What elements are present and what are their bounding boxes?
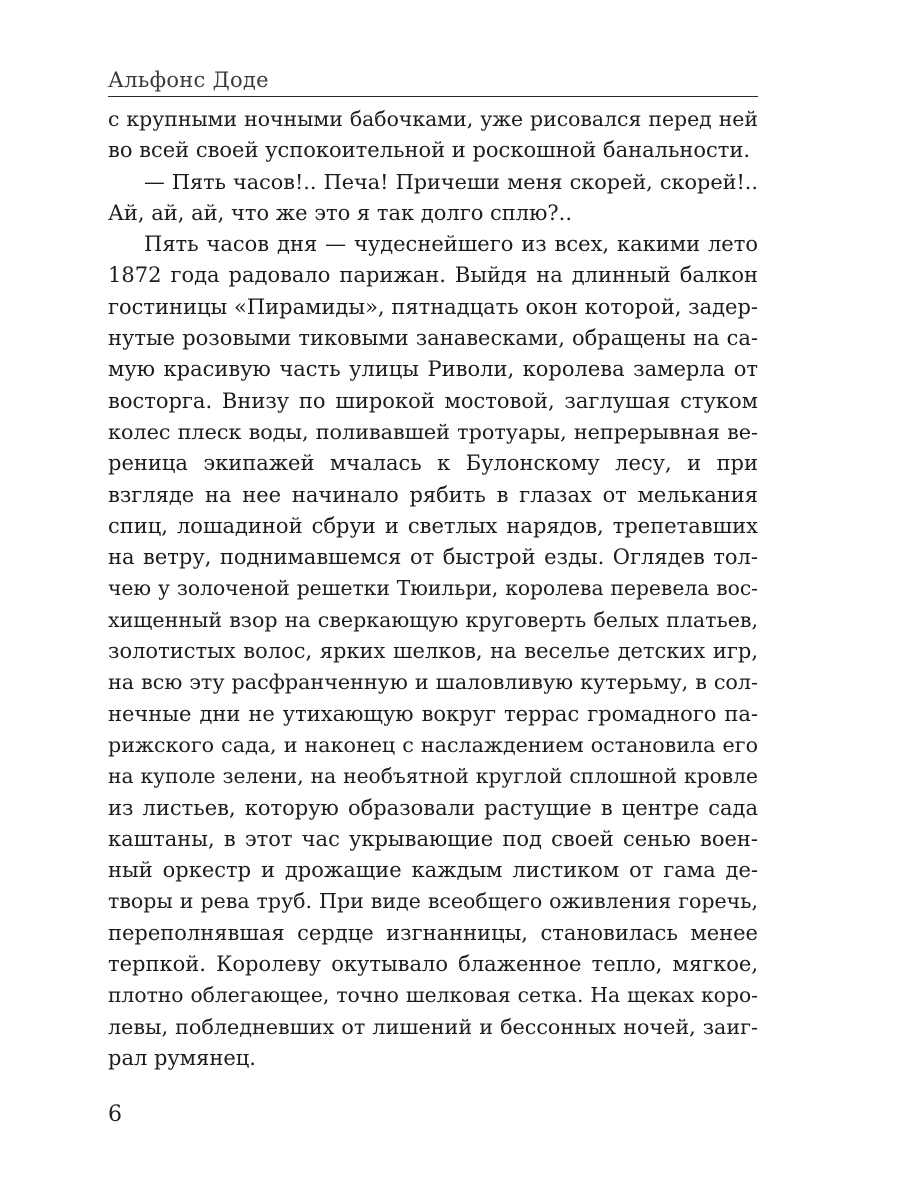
text-line: — Пять часов!.. Печа! Причеши меня скорей, скорей!.. <box>144 169 758 194</box>
text-line: колес плеск воды, поливавшей тротуары, непрерывная ве- <box>108 419 758 444</box>
text-line: терпкой. Королеву окутывало блаженное тепло, мягкое, <box>108 952 758 977</box>
page-number: 6 <box>108 1102 122 1127</box>
text-line: на всю эту расфранченную и шаловливую кутерьму, в сол- <box>108 670 758 695</box>
text-line: творы и рева труб. При виде всеобщего оживления горечь, <box>108 889 758 914</box>
text-line: рижского сада, и наконец с наслаждением остановила его <box>108 732 758 757</box>
text-line: 1872 года радовало парижан. Выйдя на длинный балкон <box>108 263 758 288</box>
text-line: каштаны, в этот час укрывающие под своей сенью воен- <box>108 826 758 851</box>
running-head <box>108 66 758 97</box>
text-line: переполнявшая сердце изгнанницы, становилась менее <box>108 920 758 945</box>
text-line: гостиницы «Пирамиды», пятнадцать окон которой, задер- <box>108 294 758 319</box>
text-line: во всей своей успокоительной и роскошной банальности. <box>108 138 751 163</box>
text-line: рал румянец. <box>108 1045 256 1070</box>
text-line: мую красивую часть улицы Риволи, королева замерла от <box>108 357 758 382</box>
text-line: Ай, ай, ай, что же это я так долго сплю?.. <box>108 200 573 225</box>
text-line: нутые розовыми тиковыми занавесками, обращены на са- <box>108 326 758 351</box>
text-line: восторга. Внизу по широкой мостовой, заглушая стуком <box>108 388 758 413</box>
text-line: Пять часов дня — чудеснейшего из всех, какими лето <box>144 232 758 257</box>
text-line: с крупными ночными бабочками, уже рисовался перед ней <box>108 107 758 131</box>
text-line: левы, побледневших от лишений и бессонных ночей, заиг- <box>108 1014 758 1039</box>
text-line: ный оркестр и дрожащие каждым листиком от гама де- <box>108 858 758 883</box>
text-line: взгляде на нее начинало рябить в глазах от мелькания <box>108 482 758 507</box>
text-line: золотистых волос, ярких шелков, на веселье детских игр, <box>108 639 758 664</box>
text-line: реница экипажей мчалась к Булонскому лесу, и при <box>108 451 758 476</box>
text-line: на ветру, поднимавшемся от быстрой езды. Оглядев тол- <box>108 545 758 570</box>
running-head-author: Альфонс Доде <box>108 68 269 92</box>
text-line: из листьев, которую образовали растущие в центре сада <box>108 795 758 820</box>
text-line: чею у золоченой решетки Тюильри, королева перевела вос- <box>108 576 758 601</box>
text-line: плотно облегающее, точно шелковая сетка. На щеках коро- <box>108 983 758 1008</box>
body-text <box>108 104 758 1074</box>
text-line: хищенный взор на сверкающую круговерть белых платьев, <box>108 607 758 632</box>
text-line: на куполе зелени, на необъятной круглой сплошной кровле <box>108 764 758 789</box>
text-line: нечные дни не утихающую вокруг террас громадного па- <box>108 701 758 726</box>
text-line: спиц, лошадиной сбруи и светлых нарядов, трепетавших <box>108 513 758 538</box>
